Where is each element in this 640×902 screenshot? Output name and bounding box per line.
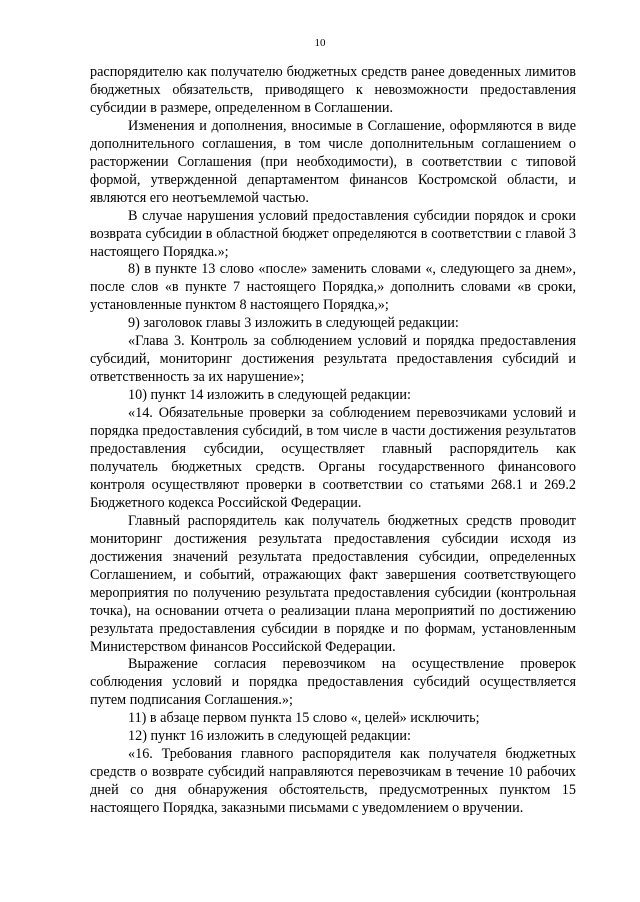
paragraph: «16. Требования главного распорядителя как получателя бюджетных средств о возврате субсидий направляются перевозчикам в течение 10 рабочих дней со дня обнаружения обстоятельств, предусмотренных пунктом 15 настоящего Порядка, заказными письмами с уведомлением о вручении.: [90, 746, 576, 817]
paragraph: распорядителю как получателю бюджетных средств ранее доведенных лимитов бюджетных обязательств, приводящего к невозможности предоставления субсидии в размере, определенном в Соглашении.: [90, 64, 576, 116]
paragraph: «Глава 3. Контроль за соблюдением условий и порядка предоставления субсидий, мониторинг достижения результата предоставления субсидий и ответственность за их нарушение»;: [90, 333, 576, 386]
paragraph: «14. Обязательные проверки за соблюдением перевозчиками условий и порядка предоставления субсидий, в том числе в части достижения результатов предоставления субсидии, осуществляет главный распорядитель как получатель бюджетных средств. Органы государственного финансового контроля осуществляют проверки в соответствии со статьями 268.1 и 269.2 Бюджетного кодекса Российской Федерации.: [90, 405, 576, 511]
paragraph: Главный распорядитель как получатель бюджетных средств проводит мониторинг достижения результата предоставления субсидии исходя из достижения значений результата предоставления субсидии, определенных Соглашением, и событий, отражающих факт завершения соответствующего мероприятия по получению результата предоставления субсидии (контрольная точка), на основании отчета о реализации плана мероприятий по достижению результата предоставления субсидии в порядке и по формам, установленным Министерством финансов Российской Федерации.: [90, 512, 576, 655]
paragraph: 11) в абзаце первом пункта 15 слово «, целей» исключить;: [128, 710, 480, 727]
paragraph: 8) в пункте 13 слово «после» заменить словами «, следующего за днем», после слов «в пункте 7 настоящего Порядка,» дополнить словами «в сроки, установленные пунктом 8 настоящего Порядка,»;: [90, 261, 576, 314]
page-number: 10: [314, 37, 326, 49]
paragraph: 12) пункт 16 изложить в следующей редакции:: [128, 728, 411, 745]
paragraph: Выражение согласия перевозчиком на осуществление проверок соблюдения условий и порядка предоставления субсидий осуществляется путем подписания Соглашения.»;: [90, 656, 576, 709]
paragraph: В случае нарушения условий предоставления субсидии порядок и сроки возврата субсидии в областной бюджет определяются в соответствии с главой 3 настоящего Порядка.»;: [90, 207, 576, 260]
paragraph: Изменения и дополнения, вносимые в Соглашение, оформляются в виде дополнительного соглашения, в том числе дополнительным соглашением о расторжении Соглашения (при необходимости), в соответствии с типовой формой, утвержденной департаментом финансов Костромской области, и являются его неотъемлемой частью.: [90, 117, 576, 206]
paragraph: 10) пункт 14 изложить в следующей редакции:: [128, 387, 411, 404]
document-body: [90, 64, 576, 818]
paragraph: 9) заголовок главы 3 изложить в следующей редакции:: [128, 315, 459, 332]
